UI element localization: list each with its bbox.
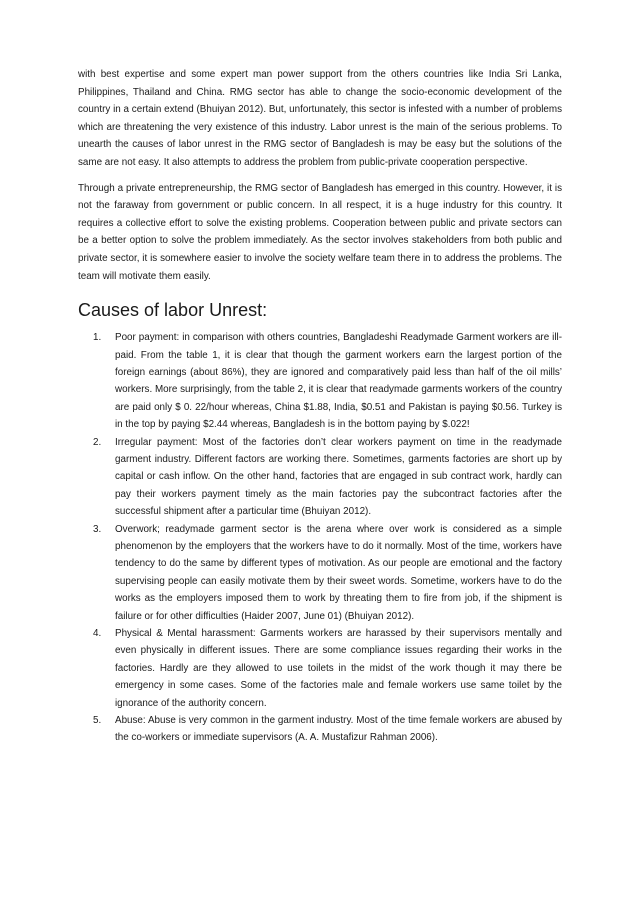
list-item: [78, 434, 562, 521]
list-item-text: Irregular payment: Most of the factories don’t clear workers payment on time in the readymade garment industry. Different factors are working there. Sometimes, garments factories are short up by capital or cash inflow. On the other hand, factories that are engaged in sub contract work, hardly can pay their workers payment timely as the main factories pay the subcontract factories after the successful shipment after a particular time (Bhuiyan 2012).: [115, 436, 562, 518]
body-paragraph: with best expertise and some expert man power support from the others countries like India Sri Lanka, Philippines, Thailand and China. RMG sector has able to change the socio-economic development of the country in a certain extend (Bhuiyan 2012). But, unfortunately, this sector is infested with a number of problems which are threatening the very existence of this industry. Labor unrest is the main of the serious problems. To unearth the causes of labor unrest in the RMG sector of Bangladesh is may be easy but the solutions of the same are not easy. It also attempts to address the problem from public-private cooperation perspective.: [78, 69, 562, 168]
list-item-number: 1.: [93, 332, 102, 344]
list-item-number: 5.: [93, 715, 102, 727]
list-item-text: Abuse: Abuse is very common in the garment industry. Most of the time female workers are abused by the co-workers or immediate supervisors (A. A. Mustafizur Rahman 2006).: [115, 715, 562, 744]
list-item: [78, 521, 562, 625]
list-item: [78, 625, 562, 712]
list-item-text: Poor payment: in comparison with others countries, Bangladeshi Readymade Garment workers are ill-paid. From the table 1, it is clear that though the garment workers earn the largest portion of the foreign earnings (about 86%), they are ignored and comparatively paid less than half of the oil mills’ workers. More surprisingly, from the table 2, it is clear that readymade garments workers of the country are paid only $ 0. 22/hour whereas, China $1.88, India, $0.51 and Pakistan is paying $0.56. Turkey is in the top by paying $2.44 whereas, Bangladesh is in the bottom paying by $.022!: [115, 332, 562, 431]
list-item-number: 4.: [93, 628, 102, 640]
list-item-text: Overwork; readymade garment sector is the arena where over work is considered as a simple phenomenon by the employers that the workers have to do it normally. Most of the time, workers have tendency to do the same by different types of motivation. As our people are emotional and the factory supervising people can easily motivate them by their sweet words. Sometime, workers have to do the works as the employers imposed them to work by threating them to fire from job, if the shipment is failure or for other difficulties (Haider 2007, June 01) (Bhuiyan 2012).: [115, 523, 562, 622]
body-paragraph: Through a private entrepreneurship, the RMG sector of Bangladesh has emerged in this country. However, it is not the faraway from government or public concern. In all respect, it is a huge industry for this country. It requires a collective effort to solve the existing problems. Cooperation between public and private sectors can be a better option to solve the problem immediately. As the sector involves stakeholders from both public and private sector, it is somewhere easier to involve the society welfare team there in to address the problems. The team will motivate them easily.: [78, 182, 562, 282]
causes-list: [78, 329, 562, 747]
list-item-number: 2.: [93, 436, 102, 448]
list-item: [78, 712, 562, 747]
list-item: [78, 329, 562, 433]
document-page: [78, 66, 562, 747]
section-heading: Causes of labor Unrest:: [78, 300, 268, 321]
list-item-number: 3.: [93, 523, 102, 535]
list-item-text: Physical & Mental harassment: Garments workers are harassed by their supervisors mentally and even physically in different issues. There are some compliance issues regarding their works in the factories. Hardly are they allowed to use toilets in the midst of the work though it may there be emergency in some cases. Some of the factories male and female workers use same toilet by the ignorance of the authority concern.: [115, 628, 562, 709]
